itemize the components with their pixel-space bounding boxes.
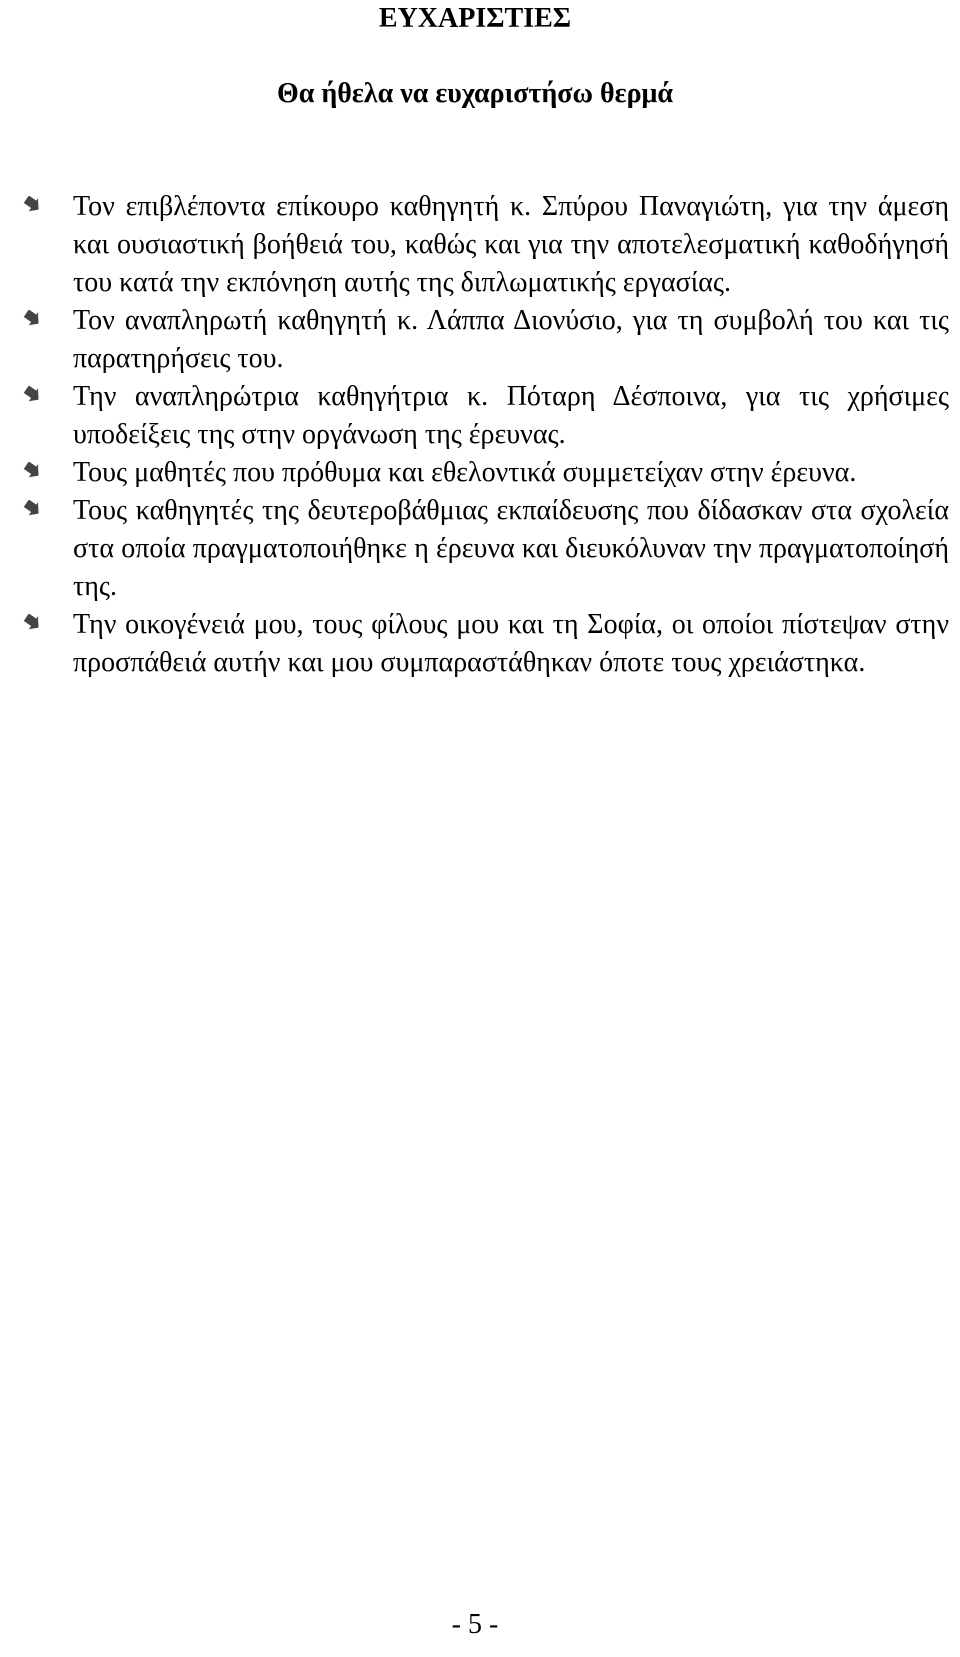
arrow-bullet-icon — [21, 196, 43, 218]
arrow-bullet-icon — [21, 310, 43, 332]
list-item-text: Τους μαθητές που πρόθυμα και εθελοντικά συμμετείχαν στην έρευνα. — [73, 457, 857, 488]
list-item — [73, 454, 949, 492]
page-subtitle: Θα ήθελα να ευχαριστήσω θερμά — [276, 78, 674, 109]
arrow-bullet-icon — [21, 614, 43, 636]
arrow-bullet-icon — [21, 462, 43, 484]
list-item-text: Τον επιβλέποντα επίκουρο καθηγητή κ. Σπύρου Παναγιώτη, για την άμεση και ουσιαστική βοήθειά του, καθώς και για την αποτελεσματική καθοδήγησή του κατά την εκπόνηση αυτής της διπλωματικής εργασίας. — [73, 191, 949, 298]
arrow-bullet-icon — [21, 386, 43, 408]
list-item — [73, 188, 949, 302]
list-item — [73, 606, 949, 682]
list-item-text: Τον αναπληρωτή καθηγητή κ. Λάππα Διονύσιο, για τη συμβολή του και τις παρατηρήσεις του. — [73, 305, 949, 374]
list-item-text: Τους καθηγητές της δευτεροβάθμιας εκπαίδευσης που δίδασκαν στα σχολεία στα οποία πραγματοποιήθηκε η έρευνα και διευκόλυναν την πραγματοποίησή της. — [73, 495, 949, 602]
list-item — [73, 302, 949, 378]
page-number: - 5 - — [451, 1609, 499, 1640]
list-item-text: Την αναπληρώτρια καθηγήτρια κ. Πόταρη Δέσποινα, για τις χρήσιμες υποδείξεις της στην οργάνωση της έρευνας. — [73, 381, 949, 450]
page-title: ΕΥΧΑΡΙΣΤΙΕΣ — [378, 3, 572, 34]
acknowledgements-list — [73, 188, 949, 682]
arrow-bullet-icon — [21, 500, 43, 522]
list-item-text: Την οικογένειά μου, τους φίλους μου και τη Σοφία, οι οποίοι πίστεψαν στην προσπάθειά αυτήν και μου συμπαραστάθηκαν όποτε τους χρειάστηκα. — [73, 609, 949, 678]
list-item — [73, 492, 949, 606]
list-item — [73, 378, 949, 454]
